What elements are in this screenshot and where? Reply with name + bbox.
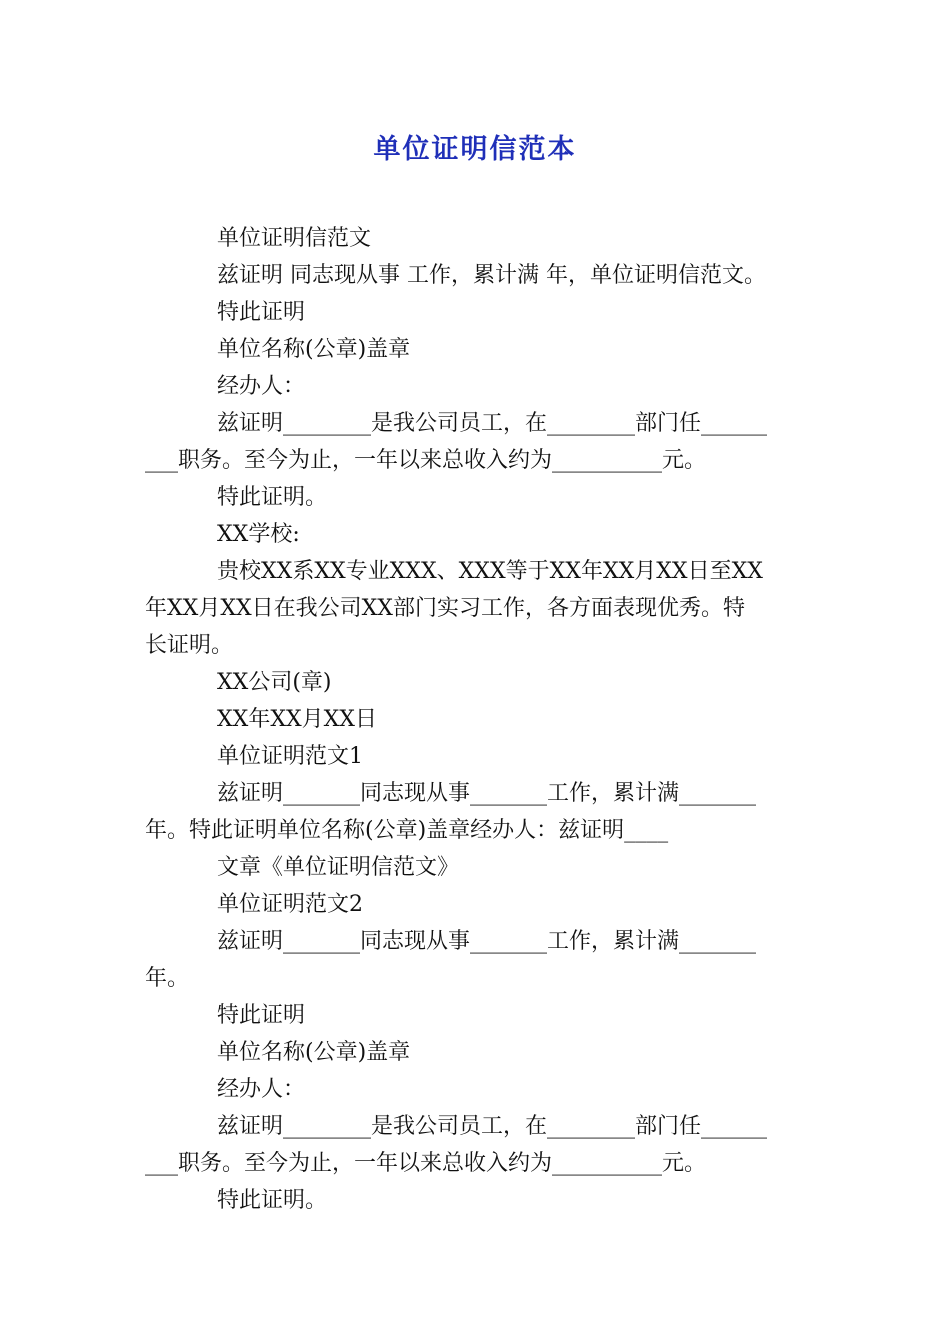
paragraph-line: 贵校XX系XX专业XXX、XXX等于XX年XX月XX日至XX xyxy=(217,559,763,584)
paragraph-line: 单位名称(公章)盖章 xyxy=(217,1040,411,1065)
paragraph-line: 兹证明_______同志现从事_______工作，累计满_______ xyxy=(217,929,757,954)
paragraph-line: 年。特此证明单位名称(公章)盖章经办人：兹证明____ xyxy=(145,818,669,843)
paragraph-line: 兹证明 同志现从事 工作，累计满 年，单位证明信范文。 xyxy=(217,263,766,288)
paragraph-line: 单位证明范文2 xyxy=(217,892,363,917)
paragraph-line: 长证明。 xyxy=(145,633,234,658)
paragraph-line: XX学校: xyxy=(217,522,300,547)
paragraph-line: 兹证明________是我公司员工，在________部门任______ xyxy=(217,411,768,436)
paragraph-line: 兹证明_______同志现从事_______工作，累计满_______ xyxy=(217,781,757,806)
document-title: 单位证明信范本 xyxy=(373,134,577,165)
paragraph-line: 单位名称(公章)盖章 xyxy=(217,337,411,362)
document-body xyxy=(145,220,815,1219)
paragraph-line: 特此证明 xyxy=(217,1003,306,1028)
paragraph-line: ___职务。至今为止，一年以来总收入约为__________元。 xyxy=(145,1151,707,1176)
paragraph-line: 特此证明 xyxy=(217,300,306,325)
paragraph-line: 文章《单位证明信范文》 xyxy=(217,855,460,880)
paragraph-line: XX公司(章) xyxy=(217,670,332,695)
paragraph-line: 年XX月XX日在我公司XX部门实习工作，各方面表现优秀。特 xyxy=(145,596,745,621)
paragraph-line: 单位证明范文1 xyxy=(217,744,363,769)
paragraph-line: 单位证明信范文 xyxy=(217,226,372,251)
paragraph-line: 特此证明。 xyxy=(217,1188,328,1213)
paragraph-line: 兹证明________是我公司员工，在________部门任______ xyxy=(217,1114,768,1139)
paragraph-line: 经办人： xyxy=(217,374,306,399)
paragraph-line: XX年XX月XX日 xyxy=(217,707,377,732)
paragraph-line: 年。 xyxy=(145,966,190,991)
paragraph-line: 经办人： xyxy=(217,1077,306,1102)
paragraph-line: ___职务。至今为止，一年以来总收入约为__________元。 xyxy=(145,448,707,473)
paragraph-line: 特此证明。 xyxy=(217,485,328,510)
